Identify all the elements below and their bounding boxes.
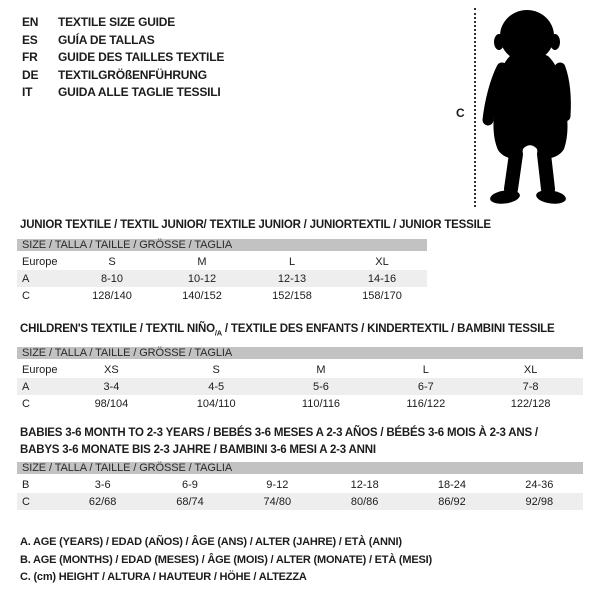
babies-title-line1: BABIES 3-6 MONTH TO 2-3 YEARS / BEBÉS 3-6 MESES A 2-3 AÑOS / BÉBÉS 3-6 MOIS À 2-3 ANS / — [20, 427, 538, 439]
language-row — [22, 67, 224, 85]
table-cell: XS — [104, 363, 119, 376]
table-cell: 7-8 — [478, 378, 583, 395]
children-size-table — [17, 347, 583, 412]
table-cell: 80/86 — [321, 493, 408, 510]
children-title-text: / TEXTILE DES ENFANTS / KINDERTEXTIL / BAMBINI TESSILE — [221, 323, 555, 335]
table-cell: S — [108, 255, 116, 268]
table-cell: 14-16 — [337, 270, 427, 287]
table-cell: 62/68 — [59, 493, 146, 510]
measurement-legend — [20, 534, 432, 587]
table-cell: L — [422, 363, 429, 376]
junior-size-table — [17, 239, 427, 304]
table-row — [17, 476, 583, 493]
table-cell: 4-5 — [164, 378, 269, 395]
children-title-subscript: /A — [214, 328, 222, 338]
language-code: IT — [22, 85, 33, 99]
table-row — [17, 253, 427, 270]
table-cell: 92/98 — [496, 493, 583, 510]
row-header: B — [22, 478, 30, 491]
table-cell: 10-12 — [157, 270, 247, 287]
table-cell: XL — [375, 255, 389, 268]
table-cell: 86/92 — [408, 493, 495, 510]
table-cell: 140/152 — [182, 289, 222, 302]
table-cell: XL — [523, 363, 538, 376]
table-row — [17, 287, 427, 304]
legend-line-b: B. AGE (MONTHS) / EDAD (MESES) / ÂGE (MOIS) / ALTER (MONATE) / ETÀ (MESI) — [20, 553, 432, 566]
row-header: C — [17, 493, 59, 510]
table-cell: 6-9 — [182, 478, 198, 491]
language-title: TEXTILE SIZE GUIDE — [58, 15, 176, 29]
row-header: C — [22, 289, 30, 302]
table-cell: 128/140 — [92, 289, 132, 302]
row-header: A — [17, 270, 67, 287]
table-cell: 3-6 — [94, 478, 111, 491]
table-row — [17, 270, 427, 287]
table-cell: 152/158 — [272, 289, 312, 302]
table-cell: 122/128 — [510, 397, 551, 410]
language-guide-list — [22, 14, 224, 102]
children-title-text: CHILDREN'S TEXTILE / TEXTIL NIÑO — [20, 323, 215, 335]
row-header: Europe — [22, 363, 58, 376]
table-cell: 5-6 — [269, 378, 374, 395]
baby-silhouette-icon — [480, 8, 590, 208]
language-code: FR — [22, 50, 38, 64]
table-cell: 98/104 — [94, 397, 129, 410]
table-cell: 12-13 — [247, 270, 337, 287]
table-cell: M — [197, 255, 207, 268]
table-cell: 116/122 — [406, 397, 446, 410]
language-row — [22, 32, 224, 50]
table-cell: 104/110 — [196, 397, 236, 410]
height-measure-label: C — [456, 106, 465, 120]
legend-line-c: C. (cm) HEIGHT / ALTURA / HAUTEUR / HÖHE / ALTEZZA — [20, 571, 307, 583]
size-header-bar: SIZE / TALLA / TAILLE / GRÖSSE / TAGLIA — [17, 347, 583, 361]
table-cell: 24-36 — [525, 478, 554, 491]
table-row — [17, 493, 583, 510]
language-title: GUIDA ALLE TAGLIE TESSILI — [58, 85, 221, 99]
table-row — [17, 361, 583, 378]
table-cell: 68/74 — [146, 493, 233, 510]
row-header: Europe — [22, 255, 58, 268]
babies-table-title — [20, 425, 538, 459]
language-title: TEXTILGRÖßENFÜHRUNG — [58, 67, 207, 82]
table-cell: S — [212, 363, 220, 376]
legend-line-a: A. AGE (YEARS) / EDAD (AÑOS) / ÂGE (ANS) / ALTER (JAHRE) / ETÀ (ANNI) — [20, 536, 402, 548]
language-code: DE — [22, 67, 39, 82]
babies-title-line2: BABYS 3-6 MONATE BIS 2-3 JAHRE / BAMBINI 3-6 MESI A 2-3 ANNI — [20, 444, 376, 456]
size-header-bar: SIZE / TALLA / TAILLE / GRÖSSE / TAGLIA — [17, 239, 427, 253]
row-header: C — [22, 397, 30, 410]
row-header: A — [17, 378, 59, 395]
table-cell: 18-24 — [437, 478, 467, 491]
table-row — [17, 378, 583, 395]
language-code: EN — [22, 15, 39, 29]
height-measure-dotted-line — [474, 8, 476, 207]
table-cell: 6-7 — [373, 378, 478, 395]
language-row — [22, 14, 224, 32]
language-row — [22, 49, 224, 67]
table-cell: 12-18 — [350, 478, 379, 491]
size-header-bar: SIZE / TALLA / TAILLE / GRÖSSE / TAGLIA — [17, 462, 583, 476]
table-cell: 110/116 — [301, 397, 341, 410]
language-code: ES — [22, 32, 38, 47]
junior-table-title: JUNIOR TEXTILE / TEXTIL JUNIOR/ TEXTILE JUNIOR / JUNIORTEXTIL / JUNIOR TESSILE — [20, 219, 491, 231]
table-cell: 8-10 — [67, 270, 157, 287]
table-cell: 3-4 — [59, 378, 164, 395]
table-row — [17, 395, 583, 412]
language-row — [22, 84, 224, 102]
table-cell: 9-12 — [266, 478, 289, 491]
table-cell: L — [288, 255, 296, 268]
table-cell: M — [316, 363, 326, 376]
table-cell: 158/170 — [362, 289, 402, 302]
language-title: GUÍA DE TALLAS — [58, 32, 155, 47]
language-title: GUIDE DES TAILLES TEXTILE — [58, 50, 225, 64]
table-cell: 74/80 — [234, 493, 321, 510]
children-table-title — [20, 321, 554, 341]
babies-size-table — [17, 462, 583, 510]
